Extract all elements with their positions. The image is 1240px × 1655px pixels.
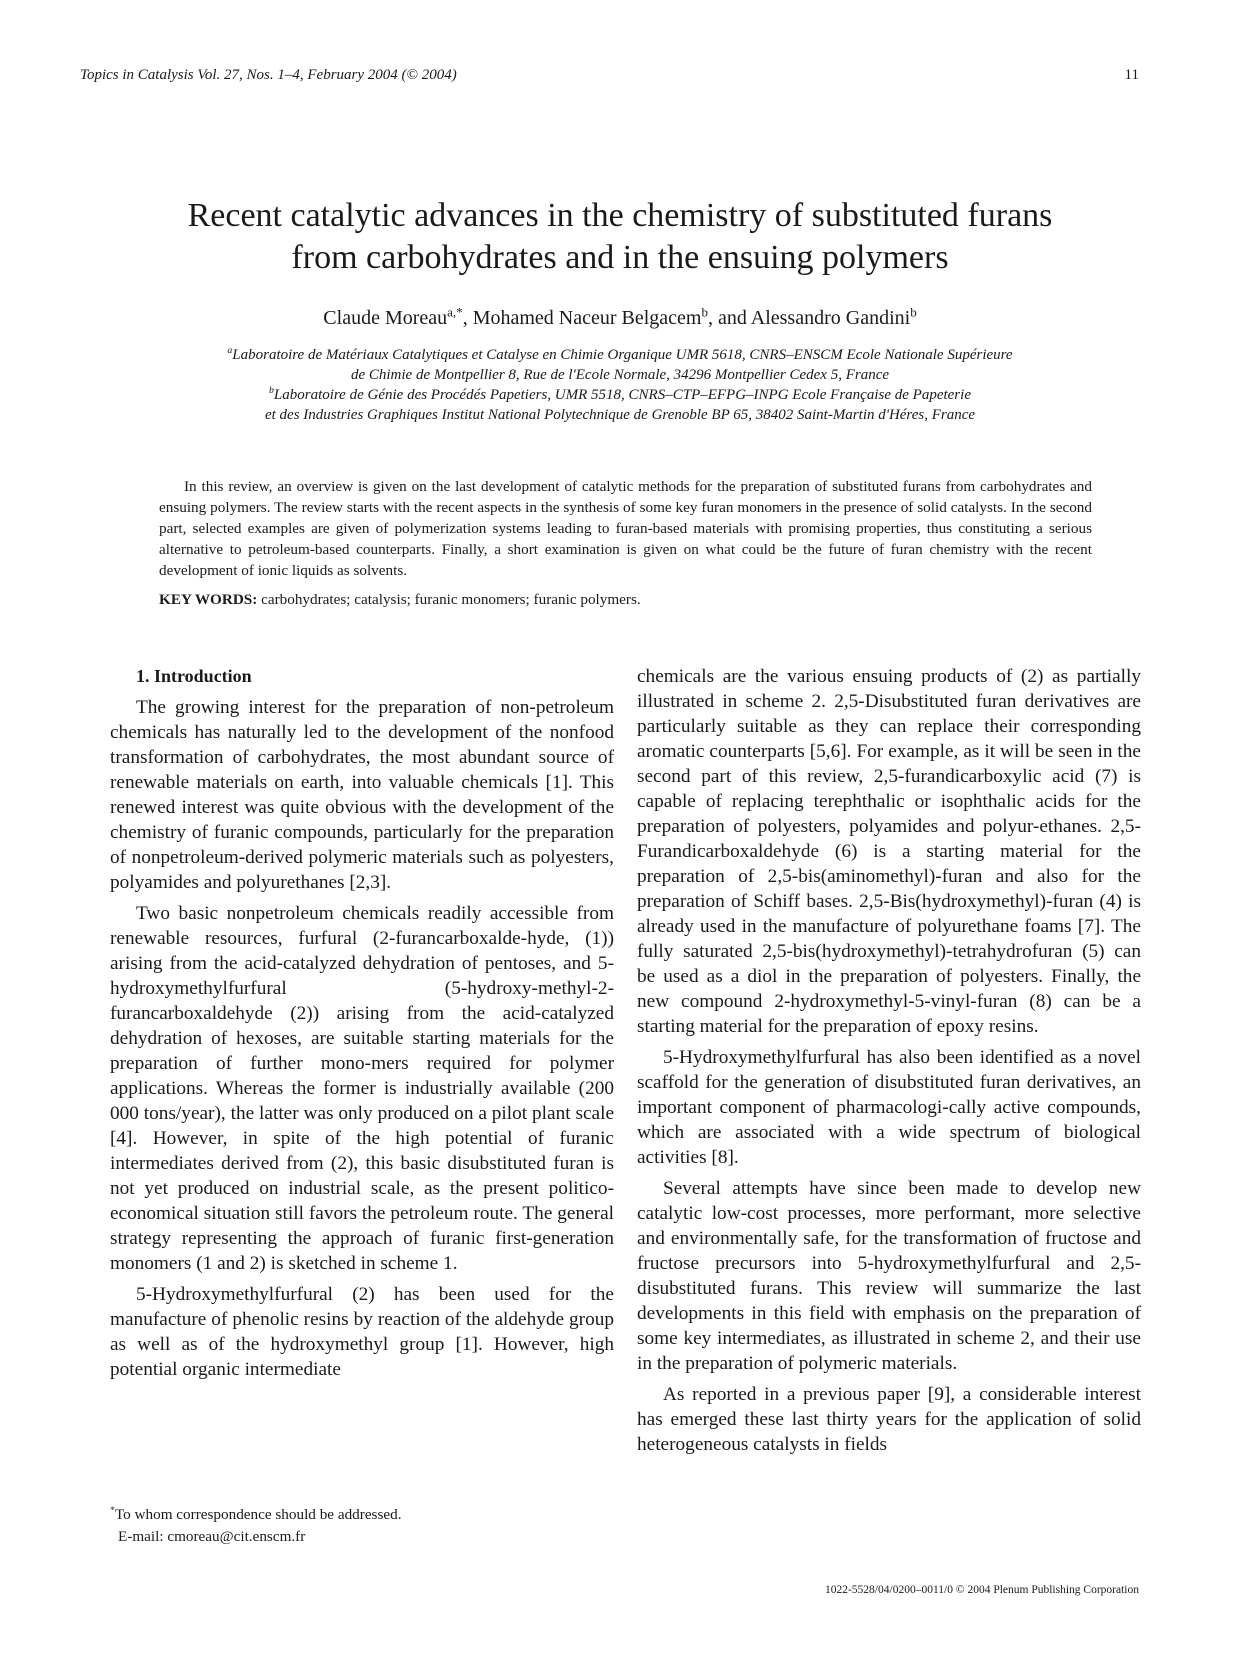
left-column: [110, 664, 614, 1388]
author-name: Mohamed Naceur Belgacem: [472, 307, 702, 329]
affiliation-b: [90, 385, 1150, 425]
title-line-2: from carbohydrates and in the ensuing polymers: [291, 239, 949, 276]
footnote-text: To whom correspondence should be addressed.: [114, 1506, 402, 1523]
author-name: Claude Moreau: [323, 307, 448, 329]
author-name: Alessandro Gandini: [750, 307, 911, 329]
affiliation-mark: b: [269, 385, 274, 396]
author-affiliation-mark: a,*: [447, 304, 463, 320]
author-list: [90, 304, 1150, 330]
paragraph: Two basic nonpetroleum chemicals readily accessible from renewable resources, furfural (2-furancarboxalde-hyde, (1)) arising from the acid-catalyzed dehydration of pentoses, and 5-hydroxymethylfurfural (5-hydroxy-methyl-2-furancarboxaldehyde (2)) arising from the acid-catalyzed dehydration of hexoses, are suitable starting materials for the preparation of further mono-mers required for polymer applications. Whereas the former is industrially available (200 000 tons/year), the latter was only produced on a pilot plant scale [4]. However, in spite of the high potential of furanic intermediates derived from (2), this basic disubstituted furan is not yet produced on industrial scale, as the present politico-economical situation still favors the petroleum route. The general strategy representing the approach of furanic first-generation monomers (1 and 2) is sketched in scheme 1.: [110, 903, 614, 1274]
paragraph: As reported in a previous paper [9], a considerable interest has emerged these last thirty years for the application of solid heterogeneous catalysts in fields: [637, 1384, 1141, 1455]
affiliation-line: Laboratoire de Génie des Procédés Papetiers, UMR 5518, CNRS–CTP–EFPG–INPG Ecole Française de Papeterie: [273, 387, 971, 403]
title-line-1: Recent catalytic advances in the chemistry of substituted furans: [187, 197, 1053, 234]
paragraph: The growing interest for the preparation of non-petroleum chemicals has naturally led to the development of the nonfood transformation of carbohydrates, the most abundant source of renewable materials on earth, into valuable chemicals [1]. This renewed interest was quite obvious with the development of the chemistry of furanic compounds, particularly for the preparation of nonpetroleum-derived polymeric materials such as polyesters, polyamides and polyurethanes [2,3].: [110, 697, 614, 893]
affiliation-line: de Chimie de Montpellier 8, Rue de l'Ecole Normale, 34296 Montpellier Cedex 5, France: [350, 367, 890, 383]
affiliation-mark: a: [227, 345, 233, 356]
copyright-line: 1022-5528/04/0200–0011/0 © 2004 Plenum Publishing Corporation: [824, 1584, 1139, 1596]
author-affiliation-mark: b: [910, 304, 917, 320]
affiliation-a: [90, 345, 1150, 385]
keywords-list: carbohydrates; catalysis; furanic monomers; furanic polymers.: [261, 591, 641, 608]
keywords: [159, 591, 1092, 609]
footnote-email: E-mail: cmoreau@cit.enscm.fr: [118, 1528, 306, 1545]
paragraph: Several attempts have since been made to develop new catalytic low-cost processes, more performant, more selective and environmentally safe, for the transformation of fructose and fructose precursors into 5-hydroxymethylfurfural and 2,5-disubstituted furans. This review will summarize the last developments in this field with emphasis on the preparation of some key intermediates, as illustrated in scheme 2, and their use in the preparation of polymeric materials.: [637, 1178, 1141, 1374]
journal-citation: Topics in Catalysis Vol. 27, Nos. 1–4, February 2004 (© 2004): [80, 67, 457, 83]
abstract: In this review, an overview is given on the last development of catalytic methods for the preparation of substituted furans from carbohydrates and ensuing polymers. The review starts with the recent aspects in the synthesis of some key furan monomers in the presence of solid catalysts. In the second part, selected examples are given of polymerization systems leading to furan-based materials with promising properties, thus constituting a serious alternative to petroleum-based counterparts. Finally, a short examination is given on what could be the future of furan chemistry with the recent development of ionic liquids as solvents.: [159, 478, 1092, 579]
paragraph: chemicals are the various ensuing products of (2) as partially illustrated in scheme 2. 2,5-Disubstituted furan derivatives are particularly suitable as they can replace their corresponding aromatic counterparts [5,6]. For example, as it will be seen in the second part of this review, 2,5-furandicarboxylic acid (7) is capable of replacing terephthalic or isophthalic acids for the preparation of polyesters, polyamides and polyur-ethanes. 2,5-Furandicarboxaldehyde (6) is a starting material for the preparation of 2,5-bis(aminomethyl)-furan and also for the preparation of Schiff bases. 2,5-Bis(hydroxymethyl)-furan (4) is already used in the manufacture of polyurethane foams [7]. The fully saturated 2,5-bis(hydroxymethyl)-tetrahydrofuran (5) can be used as a diol in the preparation of polyesters. Finally, the new compound 2-hydroxymethyl-5-vinyl-furan (8) can be a starting material for the preparation of epoxy resins.: [637, 666, 1141, 1037]
author-separator: , and: [707, 307, 751, 329]
author-separator: ,: [462, 307, 473, 329]
section-heading: 1. Introduction: [136, 666, 252, 686]
footnote: [110, 1504, 402, 1548]
right-column: [637, 664, 1141, 1463]
affiliation-line: Laboratoire de Matériaux Catalytiques et Catalyse en Chimie Organique UMR 5618, CNRS–ENSCM Ecole Nationale Supérieure: [232, 347, 1013, 363]
article-title: [90, 195, 1150, 279]
paragraph: 5-Hydroxymethylfurfural has also been identified as a novel scaffold for the generation of disubstituted furan derivatives, an important component of pharmacologi-cally active compounds, which are associated with a wide spectrum of biological activities [8].: [637, 1047, 1141, 1168]
author-affiliation-mark: b: [701, 304, 708, 320]
footnote-mark: *: [110, 1504, 115, 1516]
keywords-label: KEY WORDS:: [159, 591, 258, 608]
paragraph: 5-Hydroxymethylfurfural (2) has been used for the manufacture of phenolic resins by reaction of the aldehyde group as well as of the hydroxymethyl group [1]. However, high potential organic intermediate: [110, 1284, 614, 1380]
page-number: 11: [1124, 67, 1139, 83]
affiliation-line: et des Industries Graphiques Institut National Polytechnique de Grenoble BP 65, 38402 Saint-Martin d'Héres, France: [264, 407, 976, 423]
